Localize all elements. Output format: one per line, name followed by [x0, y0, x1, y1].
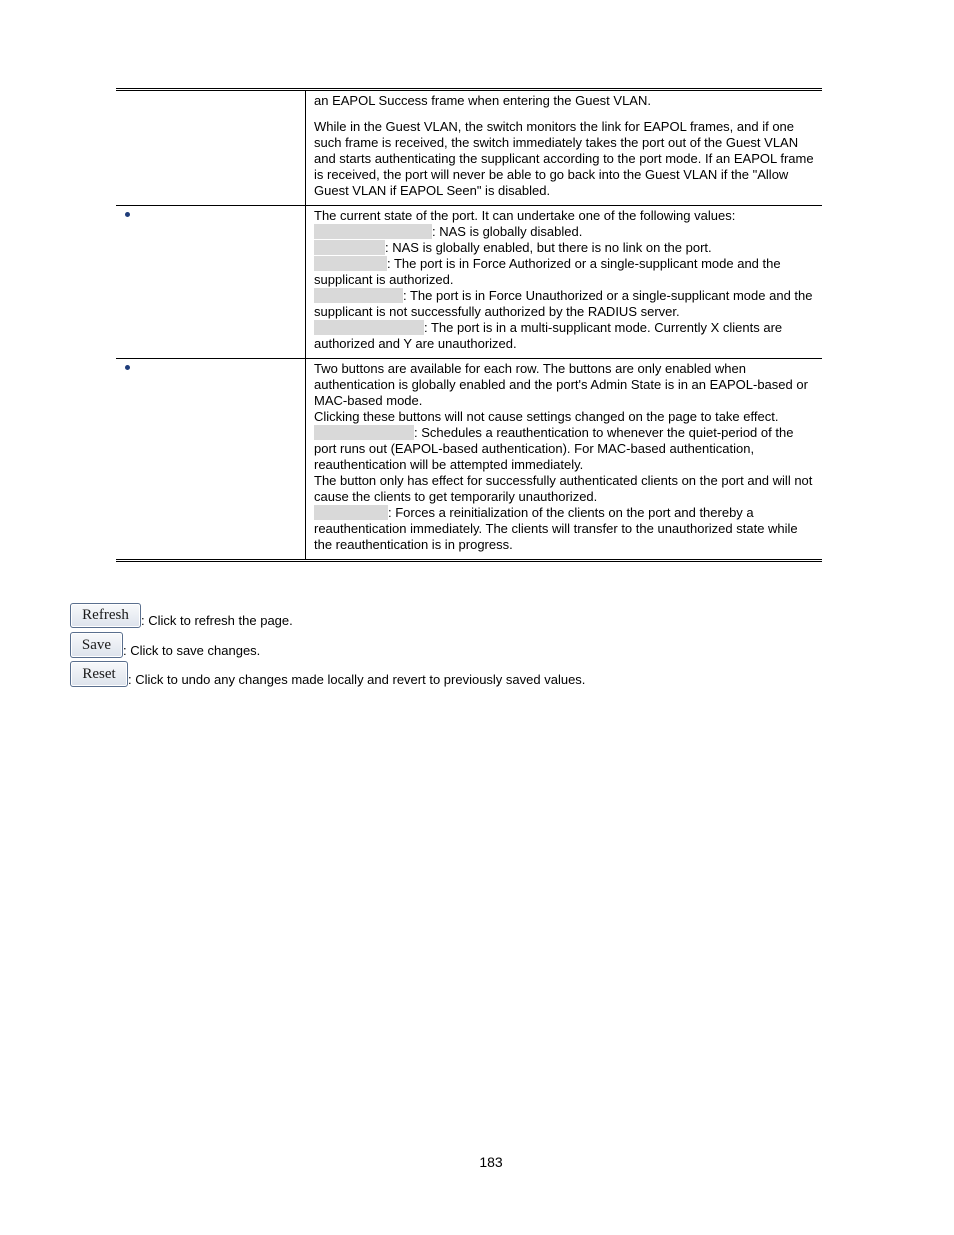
bullet-icon	[125, 212, 130, 217]
value-item	[314, 256, 816, 288]
page-number: 183	[479, 1154, 503, 1170]
description-text: The current state of the port. It can undertake one of the following values:	[314, 208, 736, 223]
highlight-placeholder	[314, 425, 414, 440]
value-description: : The port is in Force Authorized or a single-supplicant mode and the supplicant is authorized.	[314, 256, 781, 287]
save-row	[70, 632, 260, 658]
value-description: : NAS is globally enabled, but there is no link on the port.	[385, 240, 712, 255]
value-description: : NAS is globally disabled.	[432, 224, 583, 239]
save-description: : Click to save changes.	[123, 643, 261, 658]
refresh-description: : Click to refresh the page.	[141, 613, 293, 628]
table-row	[116, 91, 822, 206]
value-description: : The port is in a multi-supplicant mode. Currently X clients are authorized and Y are unauthorized.	[314, 320, 783, 351]
parameter-name-cell	[116, 91, 306, 206]
description-text: Two buttons are available for each row. The buttons are only enabled when authentication is globally enabled and the port's Admin State is in an EAPOL-based or MAC-based mode.	[314, 361, 808, 408]
description-text: The button only has effect for successfully authenticated clients on the port and will not cause the clients to get temporarily unauthorized.	[314, 473, 813, 504]
value-description: : The port is in Force Unauthorized or a single-supplicant mode and the supplicant is not successfully authorized by the RADIUS server.	[314, 288, 813, 319]
reset-description: : Click to undo any changes made locally and revert to previously saved values.	[128, 672, 586, 687]
highlight-placeholder	[314, 505, 388, 520]
value-item	[314, 425, 816, 473]
description-text: Clicking these buttons will not cause settings changed on the page to take effect.	[314, 409, 779, 424]
save-button[interactable]: Save	[70, 632, 123, 658]
highlight-placeholder	[314, 224, 432, 239]
table-bottom-rule	[116, 559, 822, 562]
highlight-placeholder	[314, 288, 403, 303]
value-item	[314, 320, 816, 352]
parameter-description-cell	[306, 359, 823, 560]
highlight-placeholder	[314, 240, 385, 255]
parameter-description-cell	[306, 91, 823, 206]
value-item	[314, 240, 816, 256]
reset-button[interactable]: Reset	[70, 661, 128, 687]
bullet-icon	[125, 365, 130, 370]
table-row	[116, 206, 822, 359]
refresh-button[interactable]: Refresh	[70, 603, 141, 628]
value-description: : Schedules a reauthentication to whenever the quiet-period of the port runs out (EAPOL-based authentication). For MAC-based authentication, reauthentication will be attempted immediately.	[314, 425, 794, 472]
parameter-name-cell	[116, 359, 306, 560]
parameter-table-wrapper	[116, 88, 822, 562]
refresh-row	[70, 603, 293, 628]
table-row	[116, 359, 822, 560]
reset-row	[70, 661, 585, 687]
value-item	[314, 224, 816, 240]
highlight-placeholder	[314, 320, 424, 335]
parameter-name-cell	[116, 206, 306, 359]
value-description: : Forces a reinitialization of the clients on the port and thereby a reauthentication immediately. The clients will transfer to the unauthorized state while the reauthentication is in progress.	[314, 505, 798, 552]
value-item	[314, 505, 816, 553]
parameter-description-cell	[306, 206, 823, 359]
description-text: While in the Guest VLAN, the switch monitors the link for EAPOL frames, and if one such frame is received, the switch immediately takes the port out of the Guest VLAN and starts authenticating the supplicant according to the port mode. If an EAPOL frame is received, the port will never be able to go back into the Guest VLAN if the "Allow Guest VLAN if EAPOL Seen" is disabled.	[314, 119, 814, 198]
highlight-placeholder	[314, 256, 387, 271]
description-text: an EAPOL Success frame when entering the Guest VLAN.	[314, 93, 651, 108]
value-item	[314, 288, 816, 320]
parameter-table	[116, 91, 822, 559]
